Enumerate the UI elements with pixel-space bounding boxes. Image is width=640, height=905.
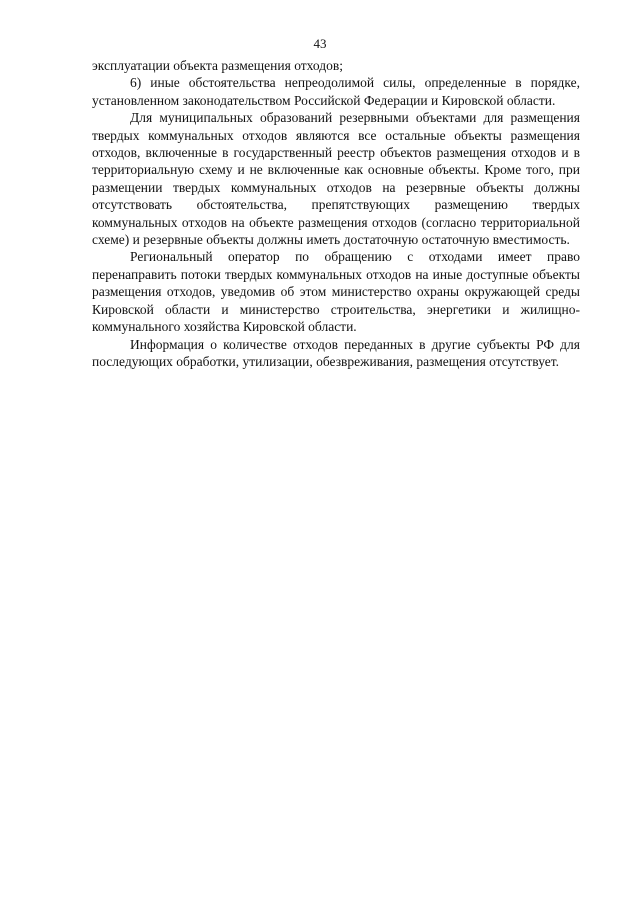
page-number: 43 (313, 36, 327, 51)
paragraph-regional-operator: Региональный оператор по обращению с отходами имеет право перенаправить потоки твердых коммунальных отходов на иные доступные объекты размещения отходов, уведомив об этом министерство охраны окружающей среды Кировской области и министерство строительства, энергетики и жилищно-коммунального хозяйства Кировской области. (92, 249, 580, 335)
paragraph-reserve-objects: Для муниципальных образований резервными объектами для размещения твердых коммунальных отходов являются все остальные объекты размещения отходов, включенные в государственный реестр объектов размещения отходов и в территориальную схему и не включенные как основные объекты. Кроме того, при размещении твердых коммунальных отходов на резервные объекты должны отсутствовать обстоятельства, препятствующих размещению твердых коммунальных отходов на объекте размещения отходов (согласно территориальной схеме) и резервные объекты должны иметь достаточную остаточную вместимость. (92, 110, 580, 248)
paragraph-force-majeure: 6) иные обстоятельства непреодолимой силы, определенные в порядке, установленном законодательством Российской Федерации и Кировской области. (92, 75, 580, 108)
page-body (92, 57, 580, 370)
paragraph-transfer-info: Информация о количестве отходов переданных в другие субъекты РФ для последующих обработки, утилизации, обезвреживания, размещения отсутствует. (92, 336, 580, 369)
paragraph-continuation: эксплуатации объекта размещения отходов; (92, 58, 344, 73)
